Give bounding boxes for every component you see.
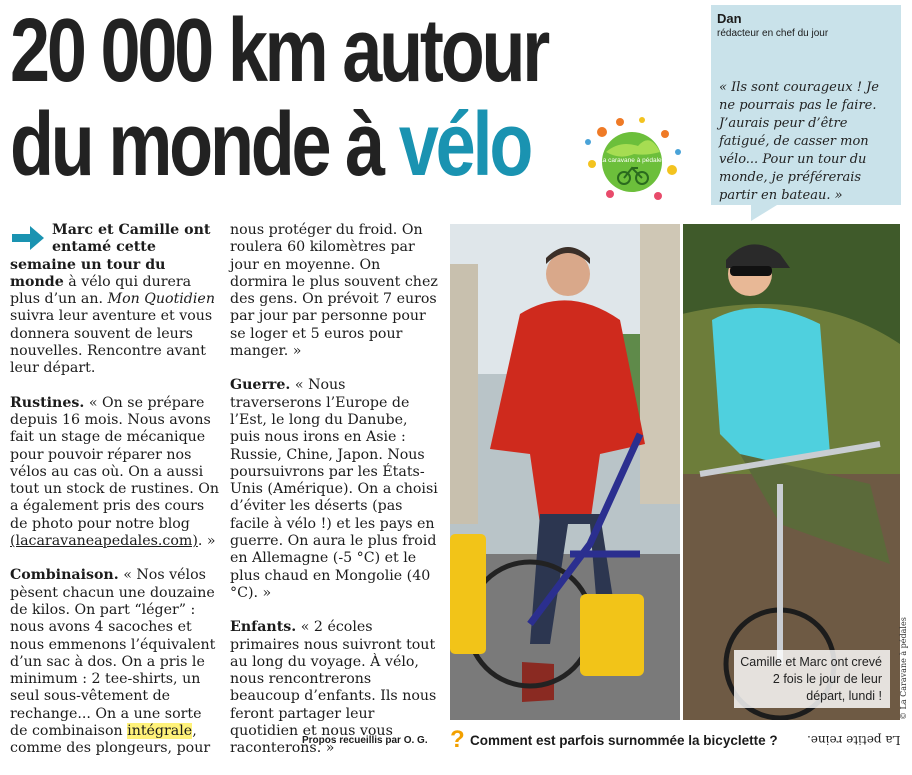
cyclists-photo — [450, 224, 900, 720]
cyclists-photo-image — [450, 224, 900, 720]
enfants-body: « 2 écoles primaires nous suivront tout au long du voyage. À vélo, nous rencontrerons beaucoup d’enfants. Ils nous feront partager leur quotidien et nous vous raconterons. » — [230, 619, 437, 757]
caravane-logo — [580, 112, 684, 208]
guerre-paragraph — [230, 377, 440, 602]
enfants-heading: Enfants. — [230, 619, 297, 636]
logo-text: La caravane à pédales — [599, 157, 665, 164]
editor-role: rédacteur en chef du jour — [717, 28, 829, 39]
editor-box — [711, 5, 901, 205]
editor-quote: « Ils sont courageux ! Je ne pourrais pas le faire. J’aurais peur d’être fatigué, de casser mon vélo... Pour un tour du monde, je préférerais partir en bateau. » — [719, 80, 879, 203]
combinaison-heading: Combinaison. — [10, 567, 119, 584]
interview-credits: Propos recueillis par O. G. — [302, 735, 428, 746]
intro-text-2: suivra leur aventure et vous donnera souvent de leurs nouvelles. Rencontre avant leur départ. — [10, 308, 213, 377]
combinaison-body: « Nos vélos pèsent chacun une douzaine de kilos. On part “léger” : nous avons 4 sacoches et nous emmenons l’équivalent d’un sac à dos. On a pris le minimum : 2 tee-shirts, un seul sous-vêtement de rechange... On a une sorte de combinaison — [10, 567, 216, 740]
intro-publication: Mon Quotidien — [107, 291, 215, 308]
combinaison-paragraph — [10, 567, 220, 757]
headline-accent-word: vélo — [398, 95, 531, 195]
speech-bubble-tail — [751, 205, 777, 221]
intro-text-1: à vélo qui durera plus d’un an. — [10, 273, 192, 308]
globe-bicycle-logo-icon — [580, 112, 684, 208]
intro-paragraph — [10, 222, 220, 378]
rustines-end: . » — [197, 533, 216, 550]
arrow-right-icon — [10, 222, 46, 254]
article-column-2 — [230, 222, 440, 775]
headline-line-2-prefix: du monde à — [10, 95, 399, 195]
blog-link[interactable]: (lacaravaneapedales.com) — [10, 533, 198, 550]
intro-lead: Marc et Camille ont entamé cette semaine un tour du monde — [10, 222, 211, 290]
quiz-answer-upside-down: La petite reine. — [807, 733, 901, 747]
headline-line-1: 20 000 km autour — [10, 1, 548, 101]
combinaison-end: , comme des plongeurs, pour — [10, 723, 211, 757]
highlighted-word: intégrale — [127, 723, 193, 740]
guerre-heading: Guerre. — [230, 377, 291, 394]
rustines-paragraph — [10, 395, 220, 551]
editor-name: Dan — [717, 11, 742, 26]
question-mark-icon: ? — [450, 726, 465, 753]
rustines-body: « On se prépare depuis 16 mois. Nous avons fait un stage de mécanique pour pouvoir réparer nos vélos au cas où. On a aussi tout un stock de rustines. On a également pris des cours de photo pour notre blog — [10, 394, 219, 532]
quiz-question: Comment est parfois surnommée la bicyclette ? — [470, 733, 778, 748]
photo-credit: © La Caravane à pédales — [899, 617, 908, 720]
photo-caption: Camille et Marc ont crevé 2 fois le jour de leur départ, lundi ! — [734, 650, 890, 708]
continuation-paragraph: nous protéger du froid. On roulera 60 kilomètres par jour en moyenne. On dormira le plus souvent chez des gens. On prévoit 7 euros par jour par personne pour se loger et 5 euros pour manger. » — [230, 222, 438, 360]
rustines-heading: Rustines. — [10, 394, 85, 411]
headline-line-2 — [10, 95, 531, 195]
article-column-1 — [10, 222, 220, 775]
headline — [10, 1, 548, 195]
guerre-body: « Nous traverserons l’Europe de l’Est, le long du Danube, puis nous irons en Asie : Russie, Chine, Japon. Nous poursuivrons par les États-Unis (Amérique). On a choisi d’éviter les déserts (pas facile à vélo !) et les pays en guerre. On aura le plus froid en Allemagne (-5 °C) et le plus chaud en Mongolie (40 °C). » — [230, 377, 438, 601]
